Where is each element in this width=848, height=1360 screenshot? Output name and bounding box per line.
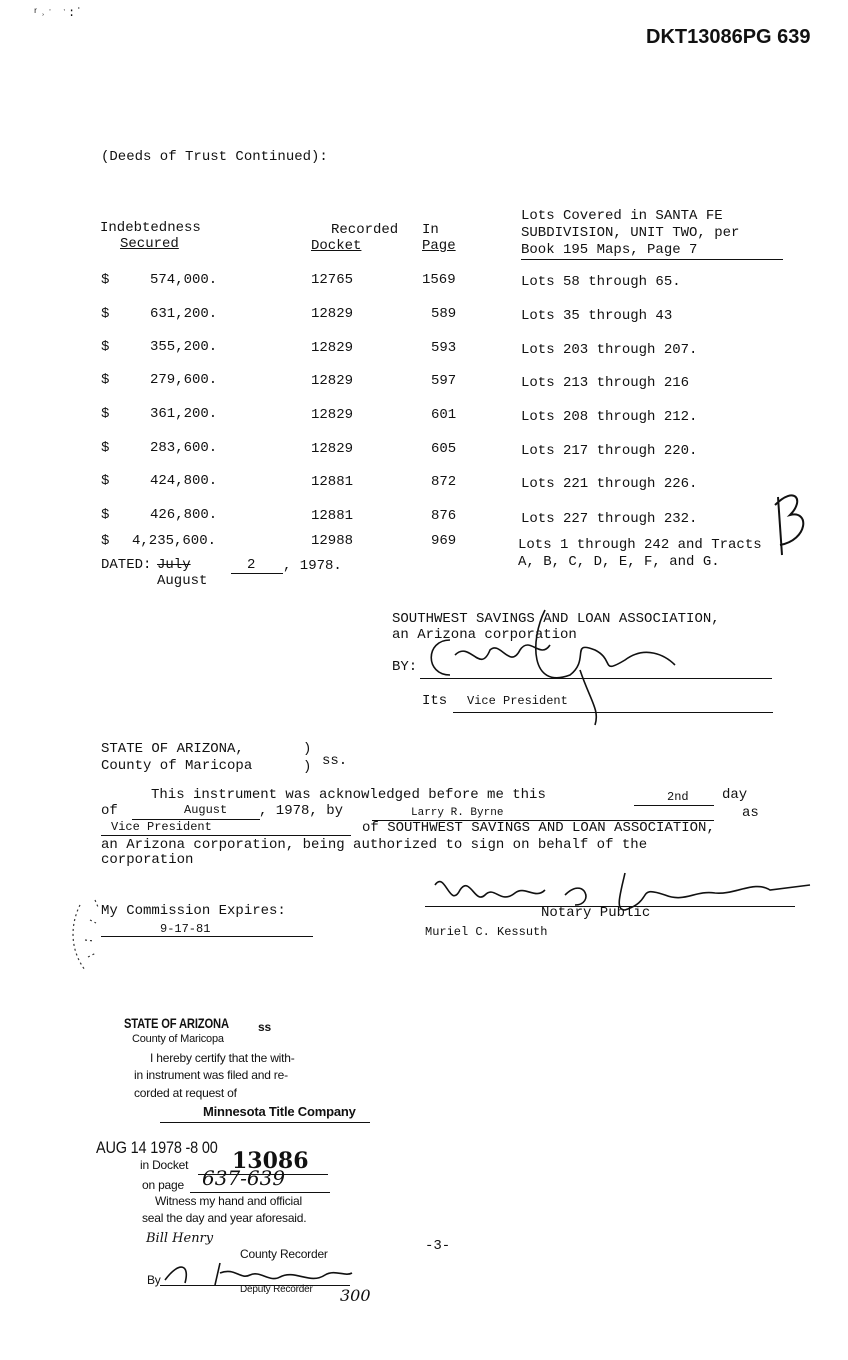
signatory-title: Vice President xyxy=(467,694,568,708)
row-currency: $ xyxy=(101,507,110,523)
header-indebtedness: Indebtedness Secured xyxy=(100,220,201,252)
header-docket: Recorded Docket xyxy=(311,222,399,254)
ack-line5: corporation xyxy=(101,852,194,868)
dated-day-line xyxy=(231,573,283,574)
ack-day-line xyxy=(634,805,714,806)
row-lots: Lots 208 through 212. xyxy=(521,409,698,425)
stamp-witness-1: Witness my hand and official xyxy=(155,1194,302,1208)
row-amount: 361,200. xyxy=(150,406,218,422)
row-lots: Lots 203 through 207. xyxy=(521,342,698,358)
total-page: 969 xyxy=(431,533,457,549)
dated-struck-month: July xyxy=(157,557,191,573)
ack-day: 2nd xyxy=(667,790,689,804)
row-currency: $ xyxy=(101,406,110,422)
ack-line4: an Arizona corporation, being authorized to sign on behalf of the xyxy=(101,837,648,853)
stamp-cert-1: I hereby certify that the with- xyxy=(150,1051,295,1065)
total-docket: 12988 xyxy=(311,533,354,549)
row-amount: 631,200. xyxy=(150,306,218,322)
stamp-pages-line xyxy=(190,1192,330,1193)
row-amount: 574,000. xyxy=(150,272,218,288)
row-amount: 283,600. xyxy=(150,440,218,456)
header-lots-underline xyxy=(521,259,783,260)
document-reference: DKT13086PG 639 xyxy=(646,26,811,48)
stamp-by: By xyxy=(147,1273,161,1287)
dated-year: , 1978. xyxy=(283,558,342,574)
stamp-cert-2: in instrument was filed and re- xyxy=(134,1068,288,1082)
row-currency: $ xyxy=(101,372,110,388)
row-docket: 12829 xyxy=(311,340,354,356)
ack-title-line xyxy=(101,835,351,836)
notary-title: Notary Public xyxy=(541,905,651,921)
total-amount: 4,235,600. xyxy=(132,533,217,549)
signatory-its-label: Its xyxy=(422,693,448,709)
stamp-in-docket: in Docket xyxy=(140,1158,189,1172)
stamp-county: County of Maricopa xyxy=(132,1033,224,1045)
total-lots: Lots 1 through 242 and Tracts A, B, C, D, E, F, and G. xyxy=(518,537,762,570)
row-lots: Lots 221 through 226. xyxy=(521,476,698,492)
stamp-company-line xyxy=(160,1122,370,1123)
row-currency: $ xyxy=(101,306,110,322)
stamp-ss: ss xyxy=(258,1020,271,1034)
total-currency: $ xyxy=(101,533,110,549)
ack-month: August xyxy=(184,803,228,817)
stamp-recorder-title: County Recorder xyxy=(240,1247,328,1261)
ack-title: Vice President xyxy=(111,820,212,834)
stamp-cert-3: corded at request of xyxy=(134,1086,237,1100)
stamp-witness-2: seal the day and year aforesaid. xyxy=(142,1211,307,1225)
dated-day: 2 xyxy=(247,557,256,573)
header-page: In Page xyxy=(422,222,456,254)
stamp-fee: 300 xyxy=(340,1286,371,1305)
row-page: 597 xyxy=(431,373,457,389)
row-page: 605 xyxy=(431,441,457,457)
stamp-on-page: on page xyxy=(142,1178,184,1192)
row-docket: 12829 xyxy=(311,373,354,389)
signatory-org: SOUTHWEST SAVINGS AND LOAN ASSOCIATION, xyxy=(392,611,720,627)
row-currency: $ xyxy=(101,272,110,288)
stamp-docket: 13086 xyxy=(232,1148,309,1174)
corner-marks: ʳ˒ˑ ˑ:ˈ xyxy=(32,6,83,20)
row-currency: $ xyxy=(101,440,110,456)
row-currency: $ xyxy=(101,473,110,489)
row-amount: 355,200. xyxy=(150,339,218,355)
dated-month: August xyxy=(157,573,208,589)
row-page: 876 xyxy=(431,508,457,524)
row-lots: Lots 227 through 232. xyxy=(521,511,698,527)
notary-commission-label: My Commission Expires: xyxy=(101,903,286,919)
row-currency: $ xyxy=(101,339,110,355)
row-lots: Lots 217 through 220. xyxy=(521,443,698,459)
ack-paren-1: ) xyxy=(303,741,312,757)
row-docket: 12829 xyxy=(311,441,354,457)
row-page: 872 xyxy=(431,474,457,490)
ack-day-word: day xyxy=(722,787,748,803)
ack-line3: of SOUTHWEST SAVINGS AND LOAN ASSOCIATION, xyxy=(362,820,715,836)
ack-state: STATE OF ARIZONA, xyxy=(101,741,244,757)
header-lots: Lots Covered in SANTA FE SUBDIVISION, UNIT TWO, per Book 195 Maps, Page 7 xyxy=(521,208,740,258)
row-lots: Lots 35 through 43 xyxy=(521,308,673,324)
signatory-by-label: BY: xyxy=(392,659,418,675)
row-page: 593 xyxy=(431,340,457,356)
stamp-recorder-name: Bill Henry xyxy=(146,1231,214,1246)
row-docket: 12881 xyxy=(311,474,354,490)
row-docket: 12881 xyxy=(311,508,354,524)
ack-as: as xyxy=(742,805,759,821)
section-heading: (Deeds of Trust Continued): xyxy=(101,149,328,165)
row-amount: 424,800. xyxy=(150,473,218,489)
signatory-title-line xyxy=(453,712,773,713)
row-page: 589 xyxy=(431,306,457,322)
stamp-company: Minnesota Title Company xyxy=(203,1104,356,1119)
ack-ss: ss. xyxy=(322,753,348,769)
notary-commission-date: 9-17-81 xyxy=(160,922,211,936)
row-docket: 12765 xyxy=(311,272,354,288)
row-docket: 12829 xyxy=(311,407,354,423)
ack-of: of xyxy=(101,803,118,819)
row-amount: 279,600. xyxy=(150,372,218,388)
stamp-state: STATE OF ARIZONA xyxy=(124,1015,229,1031)
stamp-pages: 637-639 xyxy=(202,1166,286,1190)
row-page: 1569 xyxy=(422,272,456,288)
initials-mark xyxy=(760,485,820,565)
ack-line2: , 1978, by xyxy=(259,803,344,819)
row-amount: 426,800. xyxy=(150,507,218,523)
dated-label: DATED: xyxy=(101,557,152,573)
ack-name: Larry R. Byrne xyxy=(411,807,504,819)
stamp-date: AUG 14 1978 -8 00 xyxy=(96,1138,218,1157)
notary-name: Muriel C. Kessuth xyxy=(425,925,548,939)
ack-county: County of Maricopa xyxy=(101,758,253,774)
ack-paren-2: ) xyxy=(303,759,312,775)
row-page: 601 xyxy=(431,407,457,423)
notary-commission-line xyxy=(101,936,313,937)
stamp-deputy: Deputy Recorder xyxy=(240,1284,313,1295)
signatory-org-line2: an Arizona corporation xyxy=(392,627,577,643)
row-lots: Lots 58 through 65. xyxy=(521,274,681,290)
page-number: -3- xyxy=(425,1238,451,1254)
row-lots: Lots 213 through 216 xyxy=(521,375,690,391)
ack-line1: This instrument was acknowledged before me this xyxy=(151,787,546,803)
row-docket: 12829 xyxy=(311,306,354,322)
